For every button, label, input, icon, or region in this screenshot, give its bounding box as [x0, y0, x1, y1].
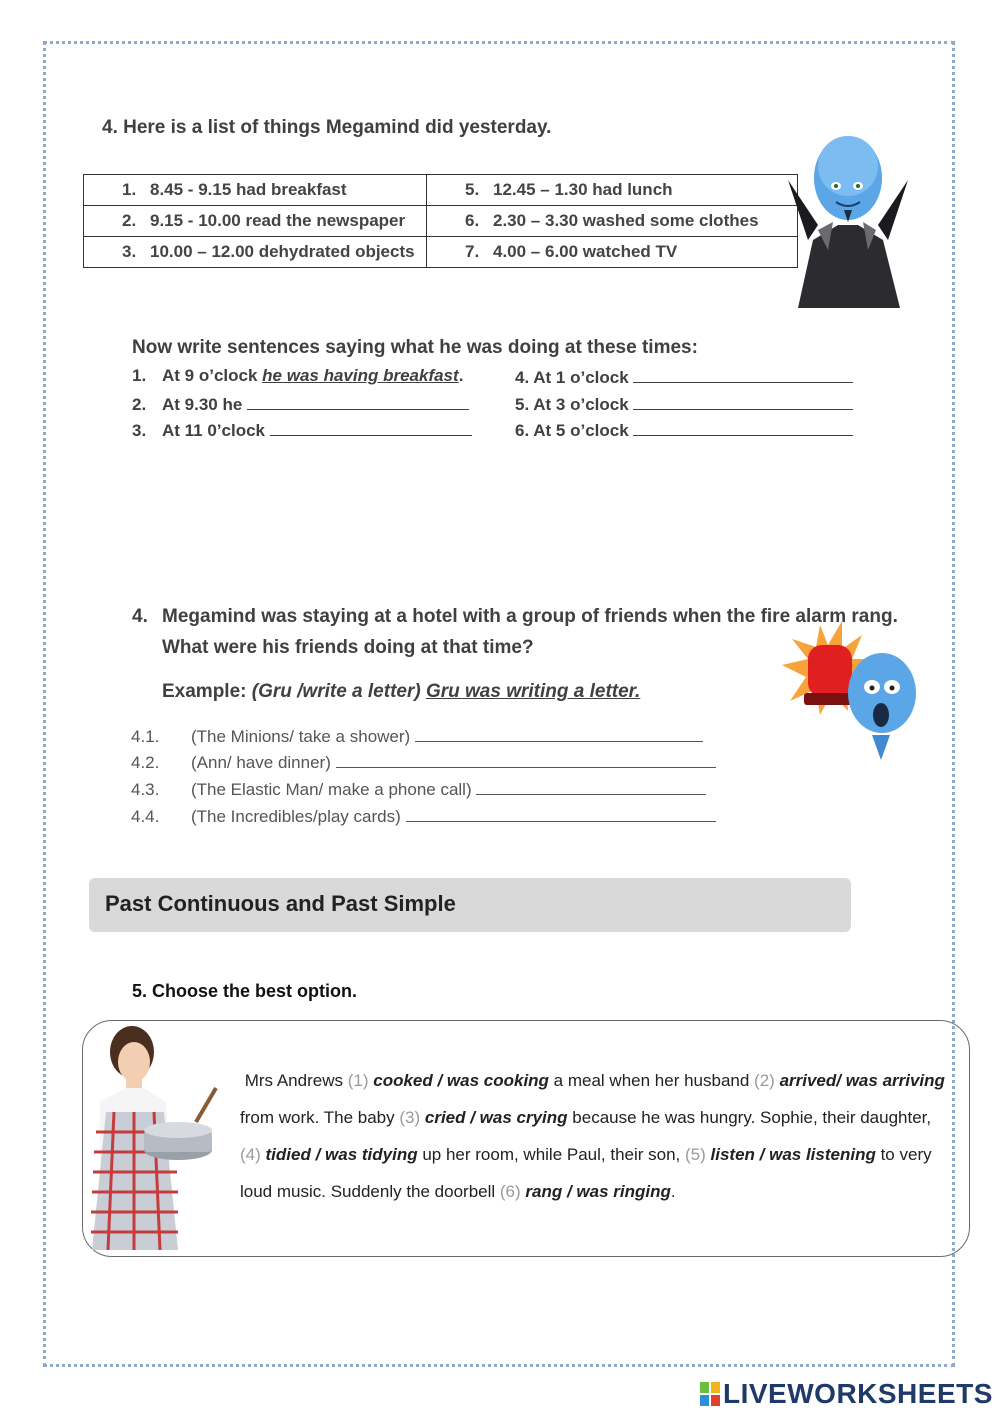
section-4a-instruction: Now write sentences saying what he was doing at these times:	[132, 337, 698, 358]
section-title-bar	[89, 878, 851, 932]
woman-cooking-illustration	[86, 1022, 222, 1250]
answer-blank[interactable]	[476, 778, 706, 795]
exercise-row-4-3: 4.3. (The Elastic Man/ make a phone call)	[131, 778, 706, 800]
exercise-row-4-2: 4.2. (Ann/ have dinner)	[131, 751, 716, 773]
table-row	[84, 175, 798, 206]
table-cell: 3. 10.00 – 12.00 dehydrated objects	[84, 237, 427, 268]
table-row	[84, 206, 798, 237]
exercise-item-1: 1. At 9 o’clock he was having breakfast.	[132, 366, 464, 385]
table-cell: 2. 9.15 - 10.00 read the newspaper	[84, 206, 427, 237]
answer-blank[interactable]	[633, 393, 853, 410]
passage-text: Mrs Andrews (1) cooked / was cooking a meal when her husband (2) arrived/ was arriving from work. The baby (3) cried / was crying because he was hungry. Sophie, their daughter, (4) tidied / was tidying up her room, while Paul, their son, (5) listen / was listening to very loud music. Suddenly the doorbell (6) rang / was ringing.	[240, 1071, 945, 1201]
megamind-illustration	[788, 130, 908, 308]
liveworksheets-logo[interactable]: LIVEWORKSHEETS	[700, 1378, 993, 1410]
answer-blank[interactable]	[406, 805, 716, 822]
section-4b-line2: What were his friends doing at that time?	[162, 637, 534, 658]
exercise-row-4-1: 4.1. (The Minions/ take a shower)	[131, 725, 703, 747]
exercise-item-2: 2. At 9.30 he	[132, 393, 469, 415]
exercise-item-6: 6. At 5 o’clock	[515, 419, 853, 441]
example-line: Example: (Gru /write a letter) Gru was writing a letter.	[162, 681, 641, 702]
answer-blank[interactable]	[247, 393, 469, 410]
table-cell: 6. 2.30 – 3.30 washed some clothes	[427, 206, 798, 237]
answer-blank[interactable]	[633, 419, 853, 436]
section-4b-line1: 4. Megamind was staying at a hotel with a group of friends when the fire alarm rang.	[132, 606, 898, 627]
table-cell: 5. 12.45 – 1.30 had lunch	[427, 175, 798, 206]
exercise-row-4-4: 4.4. (The Incredibles/play cards)	[131, 805, 716, 827]
answer-blank[interactable]	[415, 725, 703, 742]
answer-blank[interactable]	[633, 366, 853, 383]
option-5[interactable]: listen / was listening	[710, 1145, 876, 1164]
liveworksheets-mark-icon	[700, 1382, 720, 1406]
option-1[interactable]: cooked / was cooking	[373, 1071, 549, 1090]
exercise-item-3: 3. At 11 0’clock	[132, 419, 472, 441]
option-3[interactable]: cried / was crying	[424, 1108, 568, 1127]
section-5-heading: 5. Choose the best option.	[132, 981, 358, 1001]
option-2[interactable]: arrived/ was arriving	[779, 1071, 945, 1090]
schedule-table	[83, 174, 798, 268]
table-row	[84, 237, 798, 268]
answer-blank[interactable]	[336, 751, 716, 768]
option-4[interactable]: tidied / was tidying	[265, 1145, 418, 1164]
exercise-item-4: 4. At 1 o’clock	[515, 366, 853, 388]
answer-blank[interactable]	[270, 419, 472, 436]
table-cell: 1. 8.45 - 9.15 had breakfast	[84, 175, 427, 206]
section-title: Past Continuous and Past Simple	[105, 891, 456, 916]
section-4a-heading: 4. Here is a list of things Megamind did yesterday.	[102, 117, 552, 138]
table-cell: 7. 4.00 – 6.00 watched TV	[427, 237, 798, 268]
exercise-item-5: 5. At 3 o’clock	[515, 393, 853, 415]
example-answer: he was having breakfast	[262, 366, 459, 385]
fire-alarm-illustration	[780, 615, 922, 765]
option-6[interactable]: rang / was ringing	[525, 1182, 671, 1201]
